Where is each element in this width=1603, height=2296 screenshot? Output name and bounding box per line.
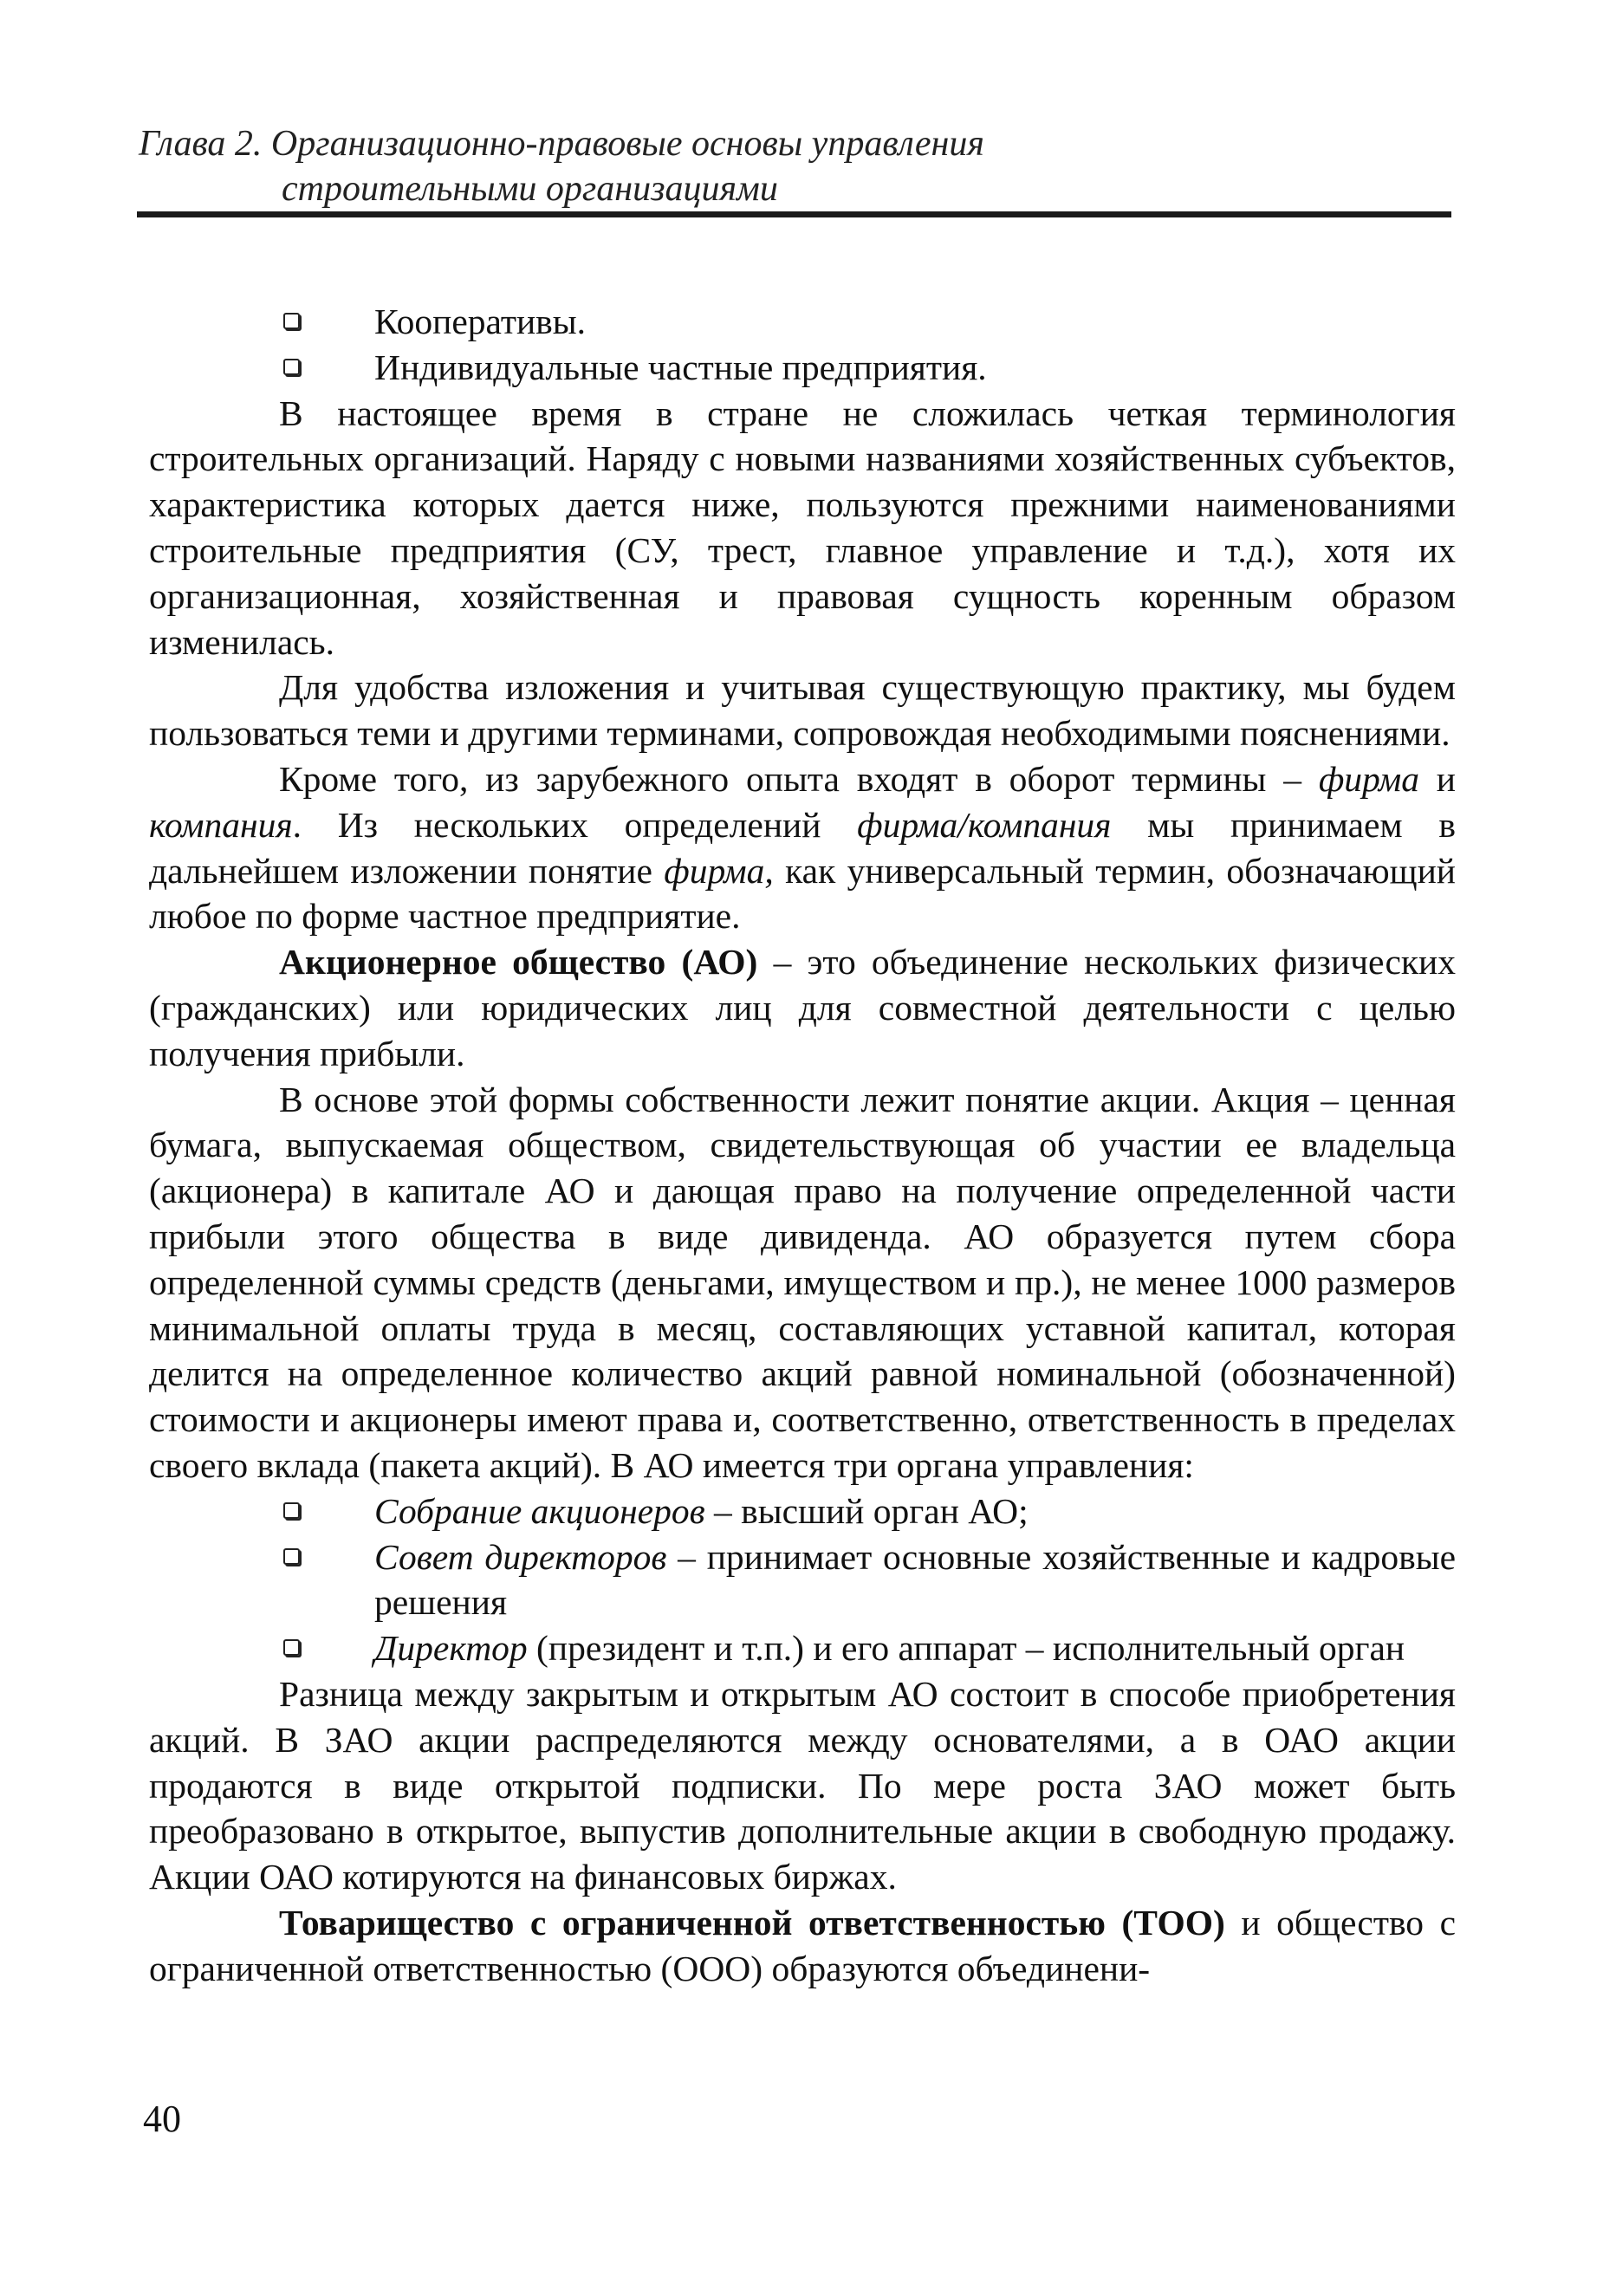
list-item-text: Индивидуальные частные предприятия. xyxy=(374,347,987,387)
text-run: и общество с ограниченной ответственностью (ООО) образуются объединени- xyxy=(149,1902,1456,1988)
checkbox-bullet-icon xyxy=(283,1548,300,1565)
italic-term: Совет директоров xyxy=(374,1536,667,1577)
header-rule xyxy=(137,211,1451,217)
text-run: и xyxy=(1418,758,1456,799)
list-item xyxy=(149,345,1456,391)
italic-term: Директор xyxy=(374,1628,528,1669)
text-run: – принимает основные хозяйственные и кадровые решения xyxy=(374,1536,1456,1623)
paragraph: Для удобства изложения и учитывая существующую практику, мы будем пользоваться теми и другими терминами, сопровождая необходимыми пояснениями. xyxy=(149,667,1456,754)
checkbox-bullet-icon xyxy=(283,359,300,375)
text-run: мы принимаем в дальнейшем изложении понятие xyxy=(149,804,1456,891)
italic-term: фирма/компания xyxy=(857,804,1112,845)
paragraph: Разница между закрытым и открытым АО состоит в способе приобретения акций. В ЗАО акции распределяются между основателями, а в ОАО акции продаются в виде открытой подписки. По мере роста ЗАО может быть преобразовано в открытое, выпустив дополнительные акции в свободную продажу. Акции ОАО котируются на финансовых биржах. xyxy=(149,1673,1456,1897)
paragraph: В основе этой формы собственности лежит понятие акции. Акция – ценная бумага, выпускаемая обществом, свидетельствующая об участии ее владельца (акционера) в капитале АО и дающая право на получение определенной части прибыли этого общества в виде дивиденда. АО образуется путем сбора определенной суммы средств (деньгами, имуществом и пр.), не менее 1000 размеров минимальной оплаты труда в месяц, составляющих уставной капитал, которая делится на определенное количество акций равной номинальной (обозначенной) стоимости и акционеры имеют права и, соответственно, ответственность в пределах своего вклада (пакета акций). В АО имеется три органа управления: xyxy=(149,1079,1456,1485)
text-run: – это объединение нескольких физических (гражданских) или юридических лиц для совместной деятельности с целью получения прибыли. xyxy=(149,942,1456,1073)
paragraph: В настоящее время в стране не сложилась четкая терминология строительных организаций. Наряду с новыми названиями хозяйственных субъектов, характеристика которых дается ниже, пользуются прежними наименованиями строительные предприятия (СУ, трест, главное управление и т.д.), хотя их организационная, хозяйственная и правовая сущность коренным образом изменилась. xyxy=(149,392,1456,662)
italic-term: Собрание акционеров xyxy=(374,1490,705,1531)
italic-term: фирма xyxy=(1318,758,1419,799)
italic-term: фирма, xyxy=(664,850,774,891)
checkbox-bullet-icon xyxy=(283,313,300,329)
list-item xyxy=(149,1625,1456,1671)
italic-term: компания xyxy=(149,804,293,845)
header-line-2: строительными организациями xyxy=(282,169,778,209)
body-text xyxy=(149,299,1456,1991)
header-line-1: Глава 2. Организационно-правовые основы управления xyxy=(139,124,984,164)
text-run: как универсальный термин, обозначающий любое по форме частное предприятие. xyxy=(149,850,1456,937)
paragraph xyxy=(149,756,1456,939)
paragraph xyxy=(149,1900,1456,1992)
bold-term: Акционерное общество (АО) xyxy=(279,942,758,983)
running-header xyxy=(139,121,1447,211)
text-run: (президент и т.п.) и его аппарат – исполнительный орган xyxy=(527,1628,1405,1669)
paragraph xyxy=(149,939,1456,1076)
text-run: – высший орган АО; xyxy=(704,1490,1029,1531)
checkbox-bullet-icon xyxy=(283,1639,300,1656)
list-item xyxy=(149,299,1456,345)
list-item xyxy=(149,1489,1456,1534)
text-run: Кроме того, из зарубежного опыта входят в оборот термины – xyxy=(279,758,1319,799)
page-number: 40 xyxy=(143,2098,181,2140)
text-run: . Из нескольких определений xyxy=(292,804,858,845)
list-item-text: Кооперативы. xyxy=(374,302,587,341)
checkbox-bullet-icon xyxy=(283,1502,300,1519)
list-item xyxy=(149,1534,1456,1626)
bold-term: Товарищество с ограниченной ответственностью (ТОО) xyxy=(279,1902,1225,1943)
